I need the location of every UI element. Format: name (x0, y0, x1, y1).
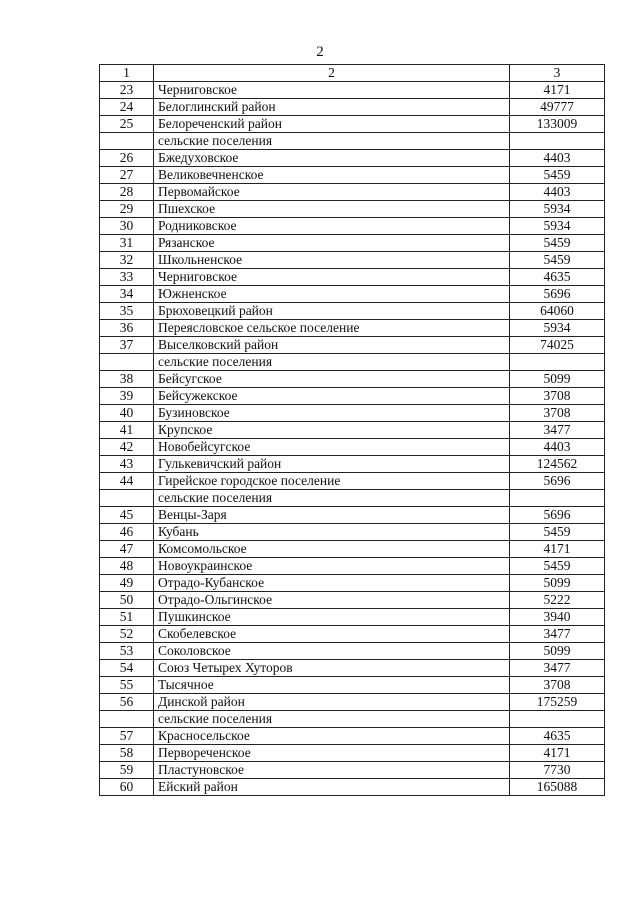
row-number: 30 (100, 218, 154, 235)
table-header-row (100, 65, 605, 82)
row-value: 5934 (510, 320, 605, 337)
row-value: 5696 (510, 507, 605, 524)
table-row (100, 422, 605, 439)
page-number: 2 (316, 44, 324, 60)
row-number: 40 (100, 405, 154, 422)
row-value: 5099 (510, 371, 605, 388)
row-name: Белоглинский район (154, 99, 510, 116)
row-name: Выселковский район (154, 337, 510, 354)
table-row (100, 235, 605, 252)
row-value: 175259 (510, 694, 605, 711)
row-name: Союз Четырех Хуторов (154, 660, 510, 677)
row-name: Комсомольское (154, 541, 510, 558)
row-number: 23 (100, 82, 154, 99)
row-value: 5459 (510, 558, 605, 575)
row-value: 4403 (510, 150, 605, 167)
table-row (100, 354, 605, 371)
row-number: 34 (100, 286, 154, 303)
header-cell-value: 3 (510, 65, 605, 82)
table-row (100, 524, 605, 541)
row-value: 133009 (510, 116, 605, 133)
table-row (100, 694, 605, 711)
row-number: 50 (100, 592, 154, 609)
row-value: 5459 (510, 524, 605, 541)
row-number: 51 (100, 609, 154, 626)
table-row (100, 677, 605, 694)
row-name: Пластуновское (154, 762, 510, 779)
row-name: Крупское (154, 422, 510, 439)
row-number: 43 (100, 456, 154, 473)
row-value: 7730 (510, 762, 605, 779)
row-value: 3708 (510, 677, 605, 694)
row-value: 49777 (510, 99, 605, 116)
row-number: 47 (100, 541, 154, 558)
row-name: Ейский район (154, 779, 510, 796)
row-value: 3477 (510, 626, 605, 643)
table-row (100, 320, 605, 337)
row-name: Рязанское (154, 235, 510, 252)
table-row (100, 218, 605, 235)
row-value: 64060 (510, 303, 605, 320)
row-number (100, 133, 154, 150)
row-name: Южненское (154, 286, 510, 303)
row-name: Отрадо-Ольгинское (154, 592, 510, 609)
row-value: 165088 (510, 779, 605, 796)
row-number: 59 (100, 762, 154, 779)
row-value: 4171 (510, 541, 605, 558)
table-row (100, 184, 605, 201)
row-name: Венцы-Заря (154, 507, 510, 524)
row-name: Брюховецкий район (154, 303, 510, 320)
row-value: 5099 (510, 575, 605, 592)
row-number: 53 (100, 643, 154, 660)
table-row (100, 575, 605, 592)
row-name: Скобелевское (154, 626, 510, 643)
row-value (510, 711, 605, 728)
table-row (100, 626, 605, 643)
table-row (100, 167, 605, 184)
row-value: 5099 (510, 643, 605, 660)
row-number (100, 711, 154, 728)
row-number: 54 (100, 660, 154, 677)
table-row (100, 439, 605, 456)
table-row (100, 133, 605, 150)
row-value: 5696 (510, 286, 605, 303)
table-row (100, 609, 605, 626)
row-value: 4403 (510, 439, 605, 456)
row-number: 56 (100, 694, 154, 711)
row-name: Родниковское (154, 218, 510, 235)
row-name: Бжедуховское (154, 150, 510, 167)
row-name: сельские поселения (154, 490, 510, 507)
row-number: 39 (100, 388, 154, 405)
row-name: сельские поселения (154, 133, 510, 150)
row-value: 4171 (510, 745, 605, 762)
row-value (510, 354, 605, 371)
table-row (100, 779, 605, 796)
row-name: Гирейское городское поселение (154, 473, 510, 490)
row-value: 5934 (510, 201, 605, 218)
table-row (100, 337, 605, 354)
row-value: 3708 (510, 405, 605, 422)
table-row (100, 592, 605, 609)
row-number: 24 (100, 99, 154, 116)
row-name: Школьненское (154, 252, 510, 269)
row-number: 57 (100, 728, 154, 745)
row-name: Соколовское (154, 643, 510, 660)
row-number: 38 (100, 371, 154, 388)
allocation-table (99, 64, 605, 796)
row-number: 45 (100, 507, 154, 524)
row-number: 48 (100, 558, 154, 575)
row-value: 5459 (510, 235, 605, 252)
row-value: 74025 (510, 337, 605, 354)
row-number: 29 (100, 201, 154, 218)
row-number: 35 (100, 303, 154, 320)
table-row (100, 286, 605, 303)
table-row (100, 150, 605, 167)
header-cell-name: 2 (154, 65, 510, 82)
row-name: Отрадо-Кубанское (154, 575, 510, 592)
row-number: 60 (100, 779, 154, 796)
row-value: 3708 (510, 388, 605, 405)
row-name: Гулькевичский район (154, 456, 510, 473)
row-value: 5934 (510, 218, 605, 235)
row-value: 3940 (510, 609, 605, 626)
table-row (100, 82, 605, 99)
row-value: 5459 (510, 252, 605, 269)
table-row (100, 507, 605, 524)
row-value: 5696 (510, 473, 605, 490)
row-name: Первореченское (154, 745, 510, 762)
row-number: 55 (100, 677, 154, 694)
row-number: 44 (100, 473, 154, 490)
row-value (510, 490, 605, 507)
row-name: Новоукраинское (154, 558, 510, 575)
table-row (100, 660, 605, 677)
row-number: 41 (100, 422, 154, 439)
row-number: 52 (100, 626, 154, 643)
row-number: 26 (100, 150, 154, 167)
row-value: 4635 (510, 728, 605, 745)
table-row (100, 711, 605, 728)
row-value: 3477 (510, 660, 605, 677)
row-name: Бузиновское (154, 405, 510, 422)
row-name: сельские поселения (154, 711, 510, 728)
row-number: 32 (100, 252, 154, 269)
row-name: Первомайское (154, 184, 510, 201)
row-number: 58 (100, 745, 154, 762)
table-row (100, 116, 605, 133)
row-name: Бейсугское (154, 371, 510, 388)
row-name: Тысячное (154, 677, 510, 694)
row-number: 46 (100, 524, 154, 541)
row-number: 49 (100, 575, 154, 592)
table-row (100, 558, 605, 575)
table-row (100, 456, 605, 473)
row-name: Кубань (154, 524, 510, 541)
row-number: 27 (100, 167, 154, 184)
table-row (100, 252, 605, 269)
row-value: 4171 (510, 82, 605, 99)
row-number: 36 (100, 320, 154, 337)
table-row (100, 405, 605, 422)
row-number (100, 354, 154, 371)
row-name: сельские поселения (154, 354, 510, 371)
row-name: Переясловское сельское поселение (154, 320, 510, 337)
table-row (100, 303, 605, 320)
table-row (100, 728, 605, 745)
row-name: Пушкинское (154, 609, 510, 626)
row-name: Черниговское (154, 269, 510, 286)
row-number: 28 (100, 184, 154, 201)
table-row (100, 269, 605, 286)
row-name: Бейсужекское (154, 388, 510, 405)
table-row (100, 388, 605, 405)
row-number: 33 (100, 269, 154, 286)
table-row (100, 490, 605, 507)
row-value: 5222 (510, 592, 605, 609)
row-value: 124562 (510, 456, 605, 473)
row-name: Великовечненское (154, 167, 510, 184)
table-row (100, 541, 605, 558)
row-value: 4635 (510, 269, 605, 286)
row-value: 3477 (510, 422, 605, 439)
row-name: Белореченский район (154, 116, 510, 133)
table-row (100, 99, 605, 116)
row-name: Новобейсугское (154, 439, 510, 456)
table-row (100, 371, 605, 388)
row-number: 42 (100, 439, 154, 456)
row-name: Динской район (154, 694, 510, 711)
table-body (100, 65, 605, 796)
row-name: Красносельское (154, 728, 510, 745)
row-number: 31 (100, 235, 154, 252)
header-cell-number: 1 (100, 65, 154, 82)
row-name: Пшехское (154, 201, 510, 218)
table-row (100, 745, 605, 762)
table-row (100, 643, 605, 660)
row-number: 25 (100, 116, 154, 133)
row-name: Черниговское (154, 82, 510, 99)
row-number: 37 (100, 337, 154, 354)
row-value (510, 133, 605, 150)
table-row (100, 201, 605, 218)
table-row (100, 762, 605, 779)
row-value: 4403 (510, 184, 605, 201)
row-value: 5459 (510, 167, 605, 184)
row-number (100, 490, 154, 507)
table-row (100, 473, 605, 490)
